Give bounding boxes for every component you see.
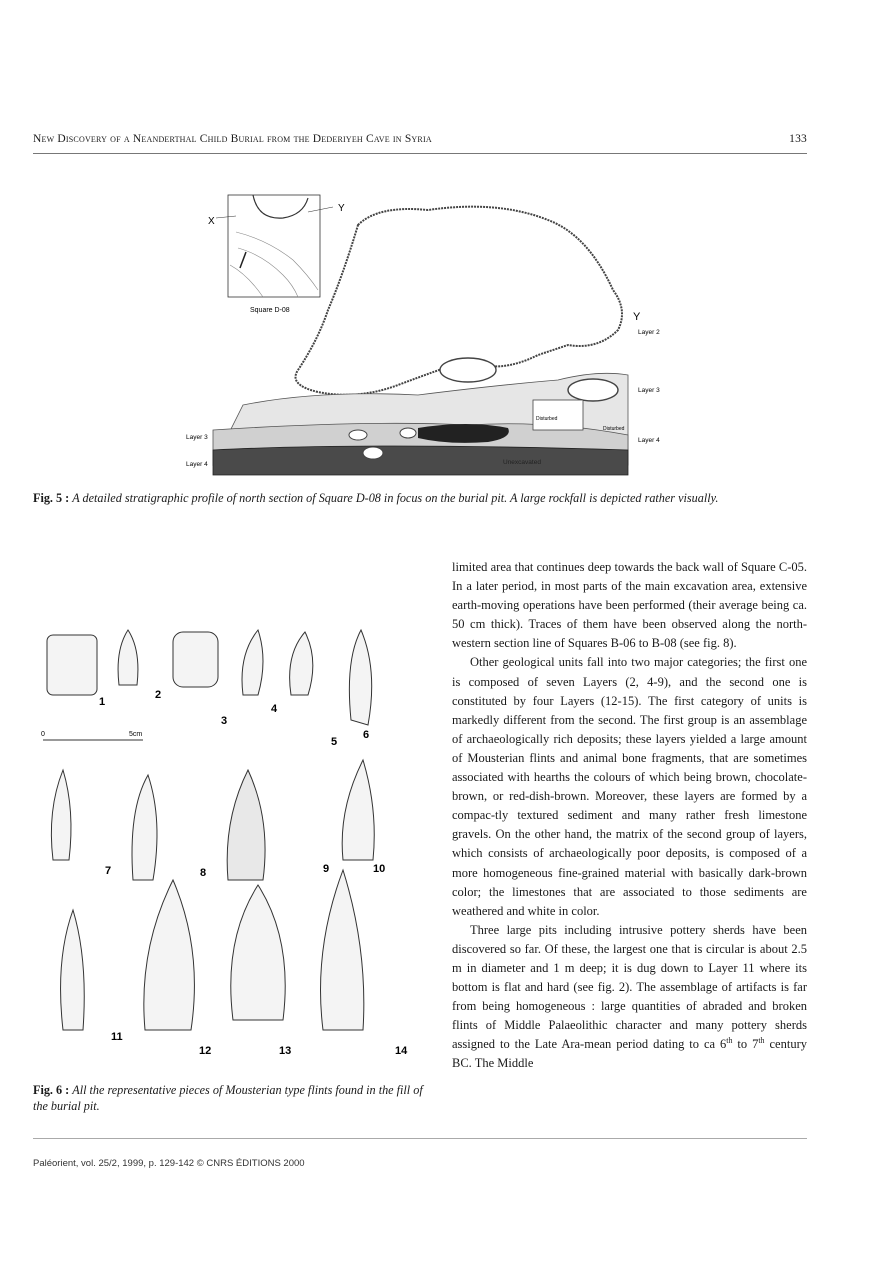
flint-label-11: 11	[111, 1031, 123, 1043]
inset-rock-outline	[253, 195, 308, 218]
flint-label-6: 6	[363, 729, 370, 741]
label-disturbed-2: Disturbed	[603, 426, 625, 432]
paragraph-3-part-a: Three large pits including intrusive pottery sherds have been discovered so far. Of these, the largest one that is circular is about 2.5 m in diameter and 1 m deep; it is dug down to Layer 11 where its bottom is flat and hard (see fig. 2). The assemblage of artifacts is far from being homogeneous : large quantities of abraded and broken flints of Middle Palaeolithic character and many pottery sherds assigned to the Late Ara-mean period dating to ca 6	[452, 922, 807, 1052]
flint-label-12: 12	[199, 1045, 212, 1057]
paragraph-3	[452, 921, 807, 1074]
layer-band-lower	[213, 446, 628, 475]
flint-label-9: 9	[323, 863, 330, 875]
flint-11	[61, 910, 85, 1030]
paragraph-1: limited area that continues deep towards the back wall of Square C-05. In a later period, in most parts of the main excavation area, extensive earth-moving operations have been performed (their average being ca. 50 cm thick). Traces of them have been observed along the north-western section line of Squares B-06 to B-08 (see fig. 8).	[452, 560, 807, 651]
flint-8	[132, 775, 157, 880]
flint-6	[349, 630, 371, 725]
block	[568, 379, 618, 401]
disturbed-area	[533, 400, 583, 430]
flint-label-2: 2	[155, 689, 162, 701]
figure-5-caption-label: Fig. 5 :	[33, 491, 70, 505]
footer-citation: Paléorient, vol. 25/2, 1999, p. 129-142 © CNRS ÉDITIONS 2000	[33, 1158, 305, 1169]
flint-14	[321, 870, 364, 1030]
flint-label-10: 10	[373, 863, 386, 875]
label-layer-2: Layer 2	[638, 329, 660, 336]
superscript-th-2: th	[758, 1036, 765, 1046]
header-rule	[33, 153, 807, 154]
flint-label-3: 3	[221, 715, 228, 727]
figure-6-caption	[33, 1082, 423, 1115]
flint-label-14: 14	[395, 1045, 408, 1057]
inset-contour	[236, 232, 318, 290]
paragraph-2: Other geological units fall into two major categories; the first one is composed of seven Layers (2, 4-9), and the second one is constituted by four Layers (12-15). The first category of units is markedly different from the second. The first group is an assemblage of archaeologically rich deposits; these layers yielded a large amount of Mousterian flints and animal bone fragments, that are sometimes associated with hearths the colours of which being brown, chocolate-brown, or red-dish-brown. Moreover, these layers are formed by a compac-tly textured sediment and many rather fresh limestone gravels. On the other hand, the matrix of the second group of layers, which consists of archaeologically poor deposits, is composed of a more homogeneous fine-grained material with basically dark-brown color; the limestones that are associated to those sediments are weathered and white in color.	[452, 655, 807, 918]
figure-6-caption-text: All the representative pieces of Mousterian type flints found in the fill of the burial pit.	[33, 1083, 423, 1114]
superscript-th-1: th	[726, 1036, 733, 1046]
body-text-column	[452, 558, 807, 1074]
page-number: 133	[789, 133, 807, 145]
flint-10	[342, 760, 374, 860]
label-layer-3-right: Layer 3	[638, 387, 660, 394]
flint-label-8: 8	[200, 867, 207, 879]
figure-5-stratigraphic-profile	[168, 180, 698, 480]
section-line-x	[216, 216, 236, 218]
flint-2	[118, 630, 138, 685]
label-layer-4-left: Layer 4	[186, 461, 208, 468]
flint-12	[144, 880, 195, 1030]
flint-3	[173, 632, 218, 687]
footer-rule	[33, 1138, 807, 1139]
scale-five: 5cm	[129, 731, 143, 738]
label-layer-3-left: Layer 3	[186, 434, 208, 441]
paragraph-3-part-b: to 7	[732, 1037, 759, 1052]
label-y-main: Y	[633, 311, 641, 323]
flint-4	[242, 630, 263, 695]
inset-caption: Square D-08	[250, 307, 290, 314]
running-title: New Discovery of a Neanderthal Child Burial from the Dederiyeh Cave in Syria	[33, 133, 432, 145]
inset-box	[228, 195, 320, 297]
inset-contour	[238, 248, 298, 297]
flint-label-13: 13	[279, 1045, 292, 1057]
inset-contour	[230, 265, 263, 297]
figure-5-caption	[33, 490, 807, 506]
label-y-inset: Y	[338, 203, 345, 214]
block	[400, 428, 416, 438]
label-layer-4-right: Layer 4	[638, 437, 660, 444]
flint-7	[51, 770, 71, 860]
label-unexcavated: Unexcavated	[503, 459, 541, 466]
figure-5-caption-text: A detailed stratigraphic profile of north section of Square D-08 in focus on the burial pit. A large rockfall is depicted rather visually.	[72, 491, 719, 505]
burial-pit	[418, 424, 509, 443]
flint-1	[47, 635, 97, 695]
block	[440, 358, 496, 382]
block	[349, 430, 367, 440]
flint-13	[231, 885, 285, 1020]
inset-north-arrow	[240, 252, 246, 268]
figure-6-caption-label: Fig. 6 :	[33, 1083, 70, 1097]
flint-label-1: 1	[99, 696, 106, 708]
paragraph-3-part-c: century BC. The Middle	[452, 1037, 807, 1071]
flint-9	[227, 770, 265, 880]
section-line-y	[308, 207, 333, 212]
label-disturbed-1: Disturbed	[536, 416, 558, 422]
flint-label-7: 7	[105, 865, 112, 877]
flint-label-4: 4	[271, 703, 278, 715]
flint-5	[290, 632, 313, 695]
block	[363, 447, 383, 459]
figure-6-flints	[33, 610, 423, 1080]
flint-label-5: 5	[331, 736, 338, 748]
scale-zero: 0	[41, 731, 45, 738]
label-x: X	[208, 216, 215, 227]
